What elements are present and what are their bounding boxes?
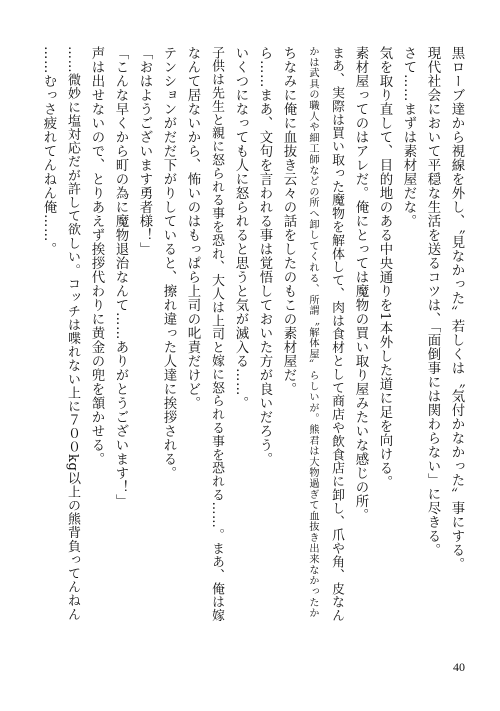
text-line: 黒ローブ達から視線を外し、〝見なかった〟若しくは〝気付かなかった〟事にする。 — [449, 46, 464, 572]
text-line: 声は出せないので、とりあえず挨拶代わりに黄金の兜を頷かせる。 — [89, 46, 104, 466]
text-line: いくつになっても人に怒られると思うと気が滅入る……。 — [233, 46, 248, 410]
text-line: 「こんな早くから町の為に魔物退治なんて……ありがとうございます！」 — [113, 46, 128, 508]
text-line: テンションがだだ下がりしていると、擦れ違った人達に挨拶される。 — [161, 46, 176, 480]
text-line: 素材屋ってのはアレだ。俺にとっては魔物の買い取り屋みたいな感じの所。 — [353, 46, 368, 522]
text-line: ……微妙に塩対応だが許して欲しい。コッチは喋れない上に７００kg以上の熊背負ってんねん — [65, 46, 80, 621]
text-line: 「おはようございます勇者様！」 — [137, 46, 152, 256]
text-line: 子供は先生と親に怒られる事を恐れ、大人は上司と嫁に怒られる事を恐れる……。まあ、俺は嫁 — [209, 46, 224, 623]
page-number: 40 — [453, 660, 465, 674]
text-line: ……むっさ疲れてんねん俺……。 — [41, 46, 56, 256]
text-line: さて……まずは素材屋だな。 — [401, 46, 416, 228]
text-line: 現代社会において平穏な生活を送るコツは、「面倒事には関わらない」に尽きる。 — [425, 46, 440, 558]
text-line: ちなみに俺に血抜き云々の話をしたのもこの素材屋だ。 — [281, 46, 296, 396]
text-line: なんて居ないから、怖いのはもっぱら上司の叱責だけど。 — [185, 46, 200, 410]
text-line: かは武具の職人や細工師などの所へ卸してくれる、所謂〝解体屋〟らしいが。熊君は大物過ぎて血抜き出来なかったか — [307, 46, 318, 619]
text-line: まあ、実際は買い取った魔物を解体して、肉は食材として商店や飲食店に卸し、爪や角、皮なん — [329, 46, 344, 623]
text-line: ら……まあ、文句を言われる事は覚悟しておいた方が良いだろう。 — [257, 46, 272, 466]
text-line: 気を取り直して、目的地のある中央通りを1本外した道に足を向ける。 — [377, 46, 392, 490]
